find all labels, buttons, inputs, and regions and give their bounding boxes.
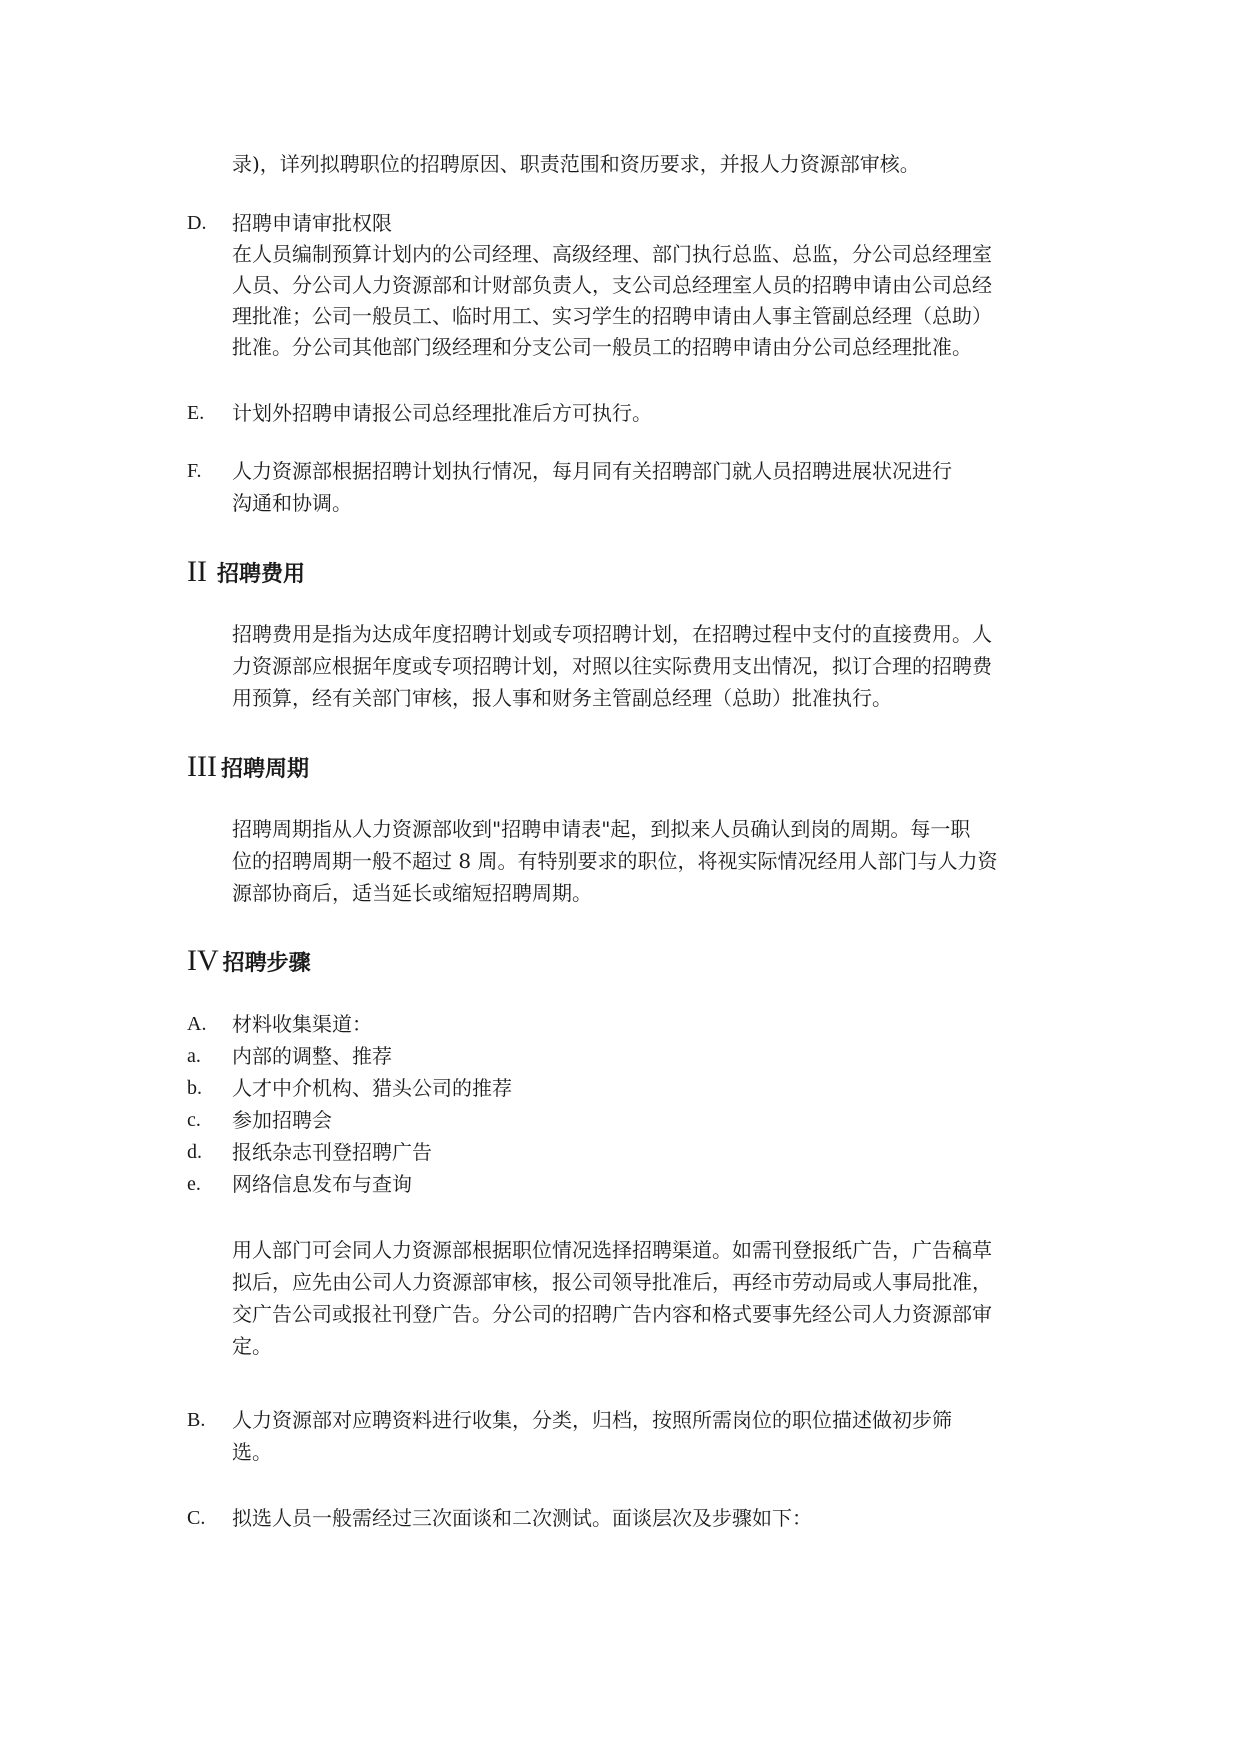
item-d-line: 理批准；公司一般员工、临时用工、实习学生的招聘申请由人事主管副总经理（总助） — [232, 304, 992, 328]
section-number: III — [187, 750, 217, 783]
list-item-marker: a. — [187, 1045, 201, 1067]
list-item-marker: b. — [187, 1077, 202, 1099]
continuation-text: 录)，详列拟聘职位的招聘原因、职责范围和资历要求，并报人力资源部审核。 — [232, 152, 920, 176]
section-ii-line: 力资源部应根据年度或专项招聘计划，对照以往实际费用支出情况，拟订合理的招聘费 — [232, 654, 992, 678]
section-title: 招聘费用 — [216, 562, 305, 587]
item-f-line: 人力资源部根据招聘计划执行情况，每月同有关招聘部门就人员招聘进展状况进行 — [232, 459, 952, 483]
list-item: 网络信息发布与查询 — [232, 1172, 412, 1196]
item-d-title: 招聘申请审批权限 — [232, 211, 392, 235]
item-f-line: 沟通和协调。 — [232, 491, 352, 515]
section-iii-line: 招聘周期指从人力资源部收到"招聘申请表"起，到拟来人员确认到岗的周期。每一职 — [232, 817, 971, 841]
channel-paragraph-line: 用人部门可会同人力资源部根据职位情况选择招聘渠道。如需刊登报纸广告，广告稿草 — [232, 1238, 992, 1262]
item-b-line: 人力资源部对应聘资料进行收集，分类，归档，按照所需岗位的职位描述做初步筛 — [232, 1408, 952, 1432]
item-marker-f: F. — [187, 460, 202, 482]
section-number: II — [187, 555, 207, 588]
item-marker-e: E. — [187, 402, 205, 424]
section-ii-line: 用预算，经有关部门审核，报人事和财务主管副总经理（总助）批准执行。 — [232, 686, 892, 710]
list-item-marker: c. — [187, 1109, 201, 1131]
list-item: 人才中介机构、猎头公司的推荐 — [232, 1076, 512, 1100]
item-marker-c: C. — [187, 1507, 206, 1529]
item-d-line: 在人员编制预算计划内的公司经理、高级经理、部门执行总监、总监，分公司总经理室 — [232, 242, 992, 266]
section-heading-iv — [187, 941, 311, 984]
list-item: 报纸杂志刊登招聘广告 — [232, 1140, 432, 1164]
item-marker-b: B. — [187, 1409, 206, 1431]
item-a-text: 材料收集渠道： — [232, 1012, 372, 1036]
section-heading-ii — [187, 552, 305, 595]
section-ii-line: 招聘费用是指为达成年度招聘计划或专项招聘计划，在招聘过程中支付的直接费用。人 — [232, 622, 992, 646]
list-item: 参加招聘会 — [232, 1108, 332, 1132]
item-b-line: 选。 — [232, 1440, 272, 1464]
section-heading-iii — [187, 747, 309, 790]
channel-paragraph-line: 定。 — [232, 1334, 272, 1358]
section-number: IV — [187, 944, 219, 977]
item-d-line: 批准。分公司其他部门级经理和分支公司一般员工的招聘申请由分公司总经理批准。 — [232, 335, 972, 359]
channel-paragraph-line: 交广告公司或报社刊登广告。分公司的招聘广告内容和格式要事先经公司人力资源部审 — [232, 1302, 992, 1326]
item-marker-a: A. — [187, 1013, 207, 1035]
list-item-marker: e. — [187, 1173, 201, 1195]
section-iii-line: 源部协商后，适当延长或缩短招聘周期。 — [232, 881, 592, 905]
item-d-line: 人员、分公司人力资源部和计财部负责人，支公司总经理室人员的招聘申请由公司总经 — [232, 273, 992, 297]
section-iii-line: 位的招聘周期一般不超过 8 周。有特别要求的职位，将视实际情况经用人部门与人力资 — [232, 849, 998, 873]
section-title: 招聘周期 — [220, 757, 309, 782]
list-item-marker: d. — [187, 1141, 202, 1163]
item-marker-d: D. — [187, 212, 207, 234]
item-e-text: 计划外招聘申请报公司总经理批准后方可执行。 — [232, 401, 652, 425]
channel-paragraph-line: 拟后，应先由公司人力资源部审核，报公司领导批准后，再经市劳动局或人事局批准， — [232, 1270, 992, 1294]
item-c-text: 拟选人员一般需经过三次面谈和二次测试。面谈层次及步骤如下： — [232, 1506, 812, 1530]
list-item: 内部的调整、推荐 — [232, 1044, 392, 1068]
section-title: 招聘步骤 — [222, 951, 311, 976]
